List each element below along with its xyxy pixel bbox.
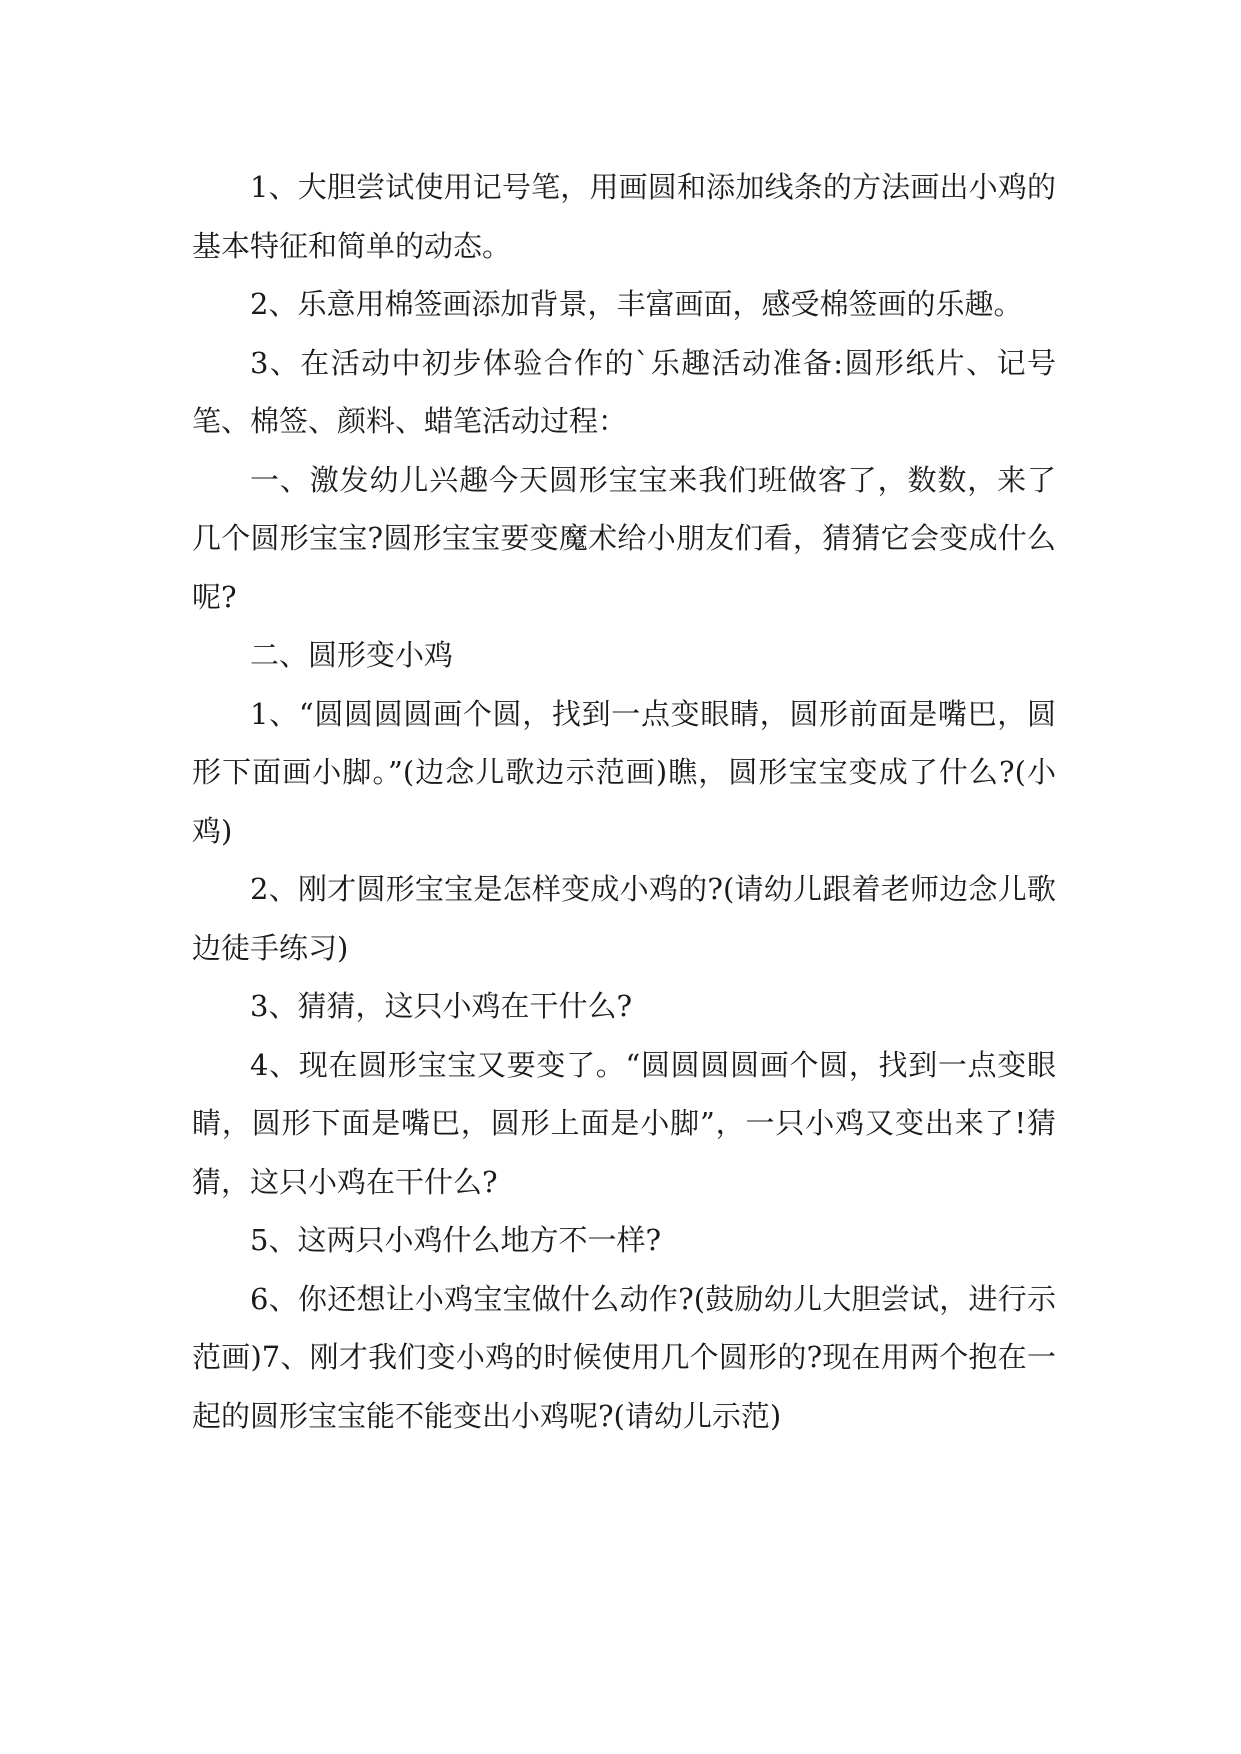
paragraph-objective-3: 3、在活动中初步体验合作的`乐趣活动准备:圆形纸片、记号笔、棉签、颜料、蜡笔活动过程： bbox=[192, 345, 1056, 438]
document-body bbox=[192, 158, 1056, 1445]
paragraph-step-2-6: 6、你还想让小鸡宝宝做什么动作?(鼓励幼儿大胆尝试，进行示范画)7、刚才我们变小鸡的时候使用几个圆形的?现在用两个抱在一起的圆形宝宝能不能变出小鸡呢?(请幼儿示范) bbox=[192, 1281, 1056, 1433]
paragraph-step-2-3: 3、猜猜，这只小鸡在干什么? bbox=[250, 989, 632, 1023]
paragraph-objective-2: 2、乐意用棉签画添加背景，丰富画面，感受棉签画的乐趣。 bbox=[250, 287, 1023, 321]
paragraph-step-2-2: 2、刚才圆形宝宝是怎样变成小鸡的?(请幼儿跟着老师边念儿歌边徒手练习) bbox=[192, 872, 1056, 965]
paragraph-objective-1: 1、大胆尝试使用记号笔，用画圆和添加线条的方法画出小鸡的基本特征和简单的动态。 bbox=[192, 170, 1056, 263]
paragraph-step-2-heading: 二、圆形变小鸡 bbox=[250, 638, 454, 672]
paragraph-step-2-5: 5、这两只小鸡什么地方不一样? bbox=[250, 1223, 661, 1257]
paragraph-step-2-1: 1、“圆圆圆圆画个圆，找到一点变眼睛，圆形前面是嘴巴，圆形下面画小脚。”(边念儿歌边示范画)瞧，圆形宝宝变成了什么?(小鸡) bbox=[192, 696, 1056, 848]
paragraph-step-1: 一、激发幼儿兴趣今天圆形宝宝来我们班做客了，数数，来了几个圆形宝宝?圆形宝宝要变魔术给小朋友们看，猜猜它会变成什么呢? bbox=[192, 462, 1056, 614]
paragraph-step-2-4: 4、现在圆形宝宝又要变了。“圆圆圆圆画个圆，找到一点变眼睛，圆形下面是嘴巴，圆形上面是小脚”，一只小鸡又变出来了!猜猜，这只小鸡在干什么? bbox=[192, 1047, 1056, 1199]
